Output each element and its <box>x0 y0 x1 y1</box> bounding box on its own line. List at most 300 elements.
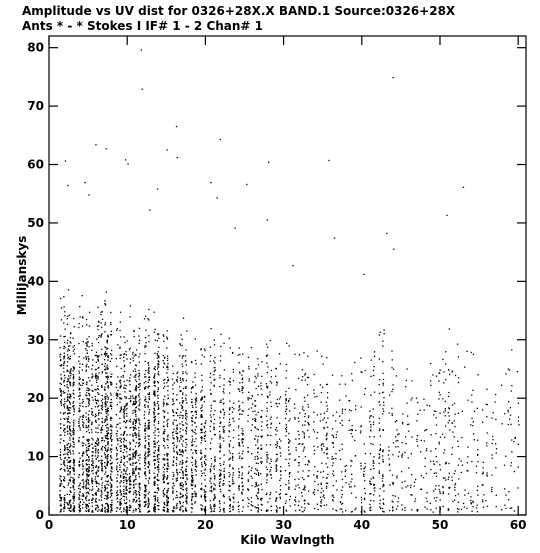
data-point <box>177 437 178 438</box>
data-point <box>91 350 92 351</box>
data-point <box>426 501 427 502</box>
data-point <box>101 385 102 386</box>
data-point <box>89 432 90 433</box>
data-point <box>382 361 383 362</box>
data-point <box>144 418 145 419</box>
data-point <box>179 509 180 510</box>
data-point <box>139 409 140 410</box>
data-point <box>121 472 122 473</box>
data-point <box>383 511 384 512</box>
data-point <box>97 505 98 506</box>
data-point <box>420 451 421 452</box>
data-point <box>307 404 308 405</box>
data-point <box>239 445 240 446</box>
data-point <box>105 406 106 407</box>
data-point <box>252 395 253 396</box>
data-point <box>361 502 362 503</box>
data-point <box>63 306 64 307</box>
data-point <box>82 465 83 466</box>
data-point <box>183 400 184 401</box>
data-point <box>173 429 174 430</box>
data-point <box>327 392 328 393</box>
data-point <box>107 444 108 445</box>
data-point <box>163 445 164 446</box>
y-tick-label: 40 <box>27 274 44 289</box>
data-point <box>256 470 257 471</box>
data-point <box>123 511 124 512</box>
data-point <box>382 373 383 374</box>
data-point <box>96 459 97 460</box>
data-point <box>166 337 167 338</box>
data-point <box>166 499 167 500</box>
data-point <box>123 473 124 474</box>
data-point <box>238 509 239 510</box>
data-point <box>371 360 372 361</box>
x-tick-label: 0 <box>44 518 54 532</box>
data-point <box>120 503 121 504</box>
data-point <box>111 463 112 464</box>
data-point <box>182 379 183 380</box>
data-point <box>181 454 182 455</box>
data-point <box>269 471 270 472</box>
data-point <box>107 454 108 455</box>
data-point <box>187 457 188 458</box>
data-point <box>486 442 487 443</box>
data-point <box>280 471 281 472</box>
data-point <box>119 482 120 483</box>
data-point <box>145 488 146 489</box>
data-point <box>163 507 164 508</box>
data-point <box>388 446 389 447</box>
data-point <box>91 465 92 466</box>
data-point <box>370 481 371 482</box>
data-point <box>247 421 248 422</box>
data-point <box>111 500 112 501</box>
data-point <box>223 461 224 462</box>
data-point <box>105 351 106 352</box>
data-point <box>87 353 88 354</box>
data-point <box>157 497 158 498</box>
data-point <box>176 431 177 432</box>
data-point <box>111 439 112 440</box>
data-point <box>339 400 340 401</box>
data-point <box>220 422 221 423</box>
data-point <box>313 446 314 447</box>
data-point <box>63 464 64 465</box>
data-point <box>305 464 306 465</box>
data-point <box>286 424 287 425</box>
data-point <box>95 373 96 374</box>
data-point <box>166 382 167 383</box>
data-point <box>270 492 271 493</box>
data-point <box>80 510 81 511</box>
data-point <box>117 497 118 498</box>
data-point <box>254 406 255 407</box>
data-point <box>145 486 146 487</box>
data-point <box>129 473 130 474</box>
data-point <box>238 362 239 363</box>
data-point <box>185 510 186 511</box>
data-point <box>454 403 455 404</box>
data-point <box>69 377 70 378</box>
data-point <box>125 471 126 472</box>
data-point <box>176 505 177 506</box>
data-point <box>105 418 106 419</box>
data-point <box>123 444 124 445</box>
data-point <box>79 403 80 404</box>
data-point <box>92 452 93 453</box>
data-point <box>82 419 83 420</box>
data-point <box>60 391 61 392</box>
data-point <box>320 505 321 506</box>
data-point <box>82 442 83 443</box>
data-point <box>230 381 231 382</box>
data-point <box>97 450 98 451</box>
data-point <box>340 501 341 502</box>
data-point <box>321 445 322 446</box>
data-point <box>445 410 446 411</box>
data-point <box>79 408 80 409</box>
data-point <box>158 449 159 450</box>
data-point <box>139 511 140 512</box>
data-point <box>111 486 112 487</box>
data-point <box>220 509 221 510</box>
data-point <box>181 415 182 416</box>
data-point <box>266 383 267 384</box>
data-point <box>276 469 277 470</box>
data-point <box>323 494 324 495</box>
data-point <box>116 358 117 359</box>
data-point <box>179 440 180 441</box>
data-point <box>105 347 106 348</box>
data-point <box>286 501 287 502</box>
data-point <box>132 456 133 457</box>
data-point <box>214 370 215 371</box>
data-point <box>176 399 177 400</box>
data-point <box>100 314 101 315</box>
data-point <box>195 385 196 386</box>
data-point <box>64 458 65 459</box>
data-point <box>220 355 221 356</box>
data-point <box>262 489 263 490</box>
data-point <box>336 434 337 435</box>
data-point <box>163 360 164 361</box>
data-point <box>130 488 131 489</box>
data-point <box>220 470 221 471</box>
data-point <box>86 395 87 396</box>
data-point <box>167 369 168 370</box>
data-point <box>302 409 303 410</box>
data-point <box>79 306 80 307</box>
data-point <box>97 428 98 429</box>
data-point <box>279 446 280 447</box>
data-point <box>467 456 468 457</box>
data-point <box>108 511 109 512</box>
data-point <box>321 463 322 464</box>
data-point <box>108 497 109 498</box>
data-point <box>326 402 327 403</box>
data-point <box>67 453 68 454</box>
data-point <box>155 427 156 428</box>
data-point <box>164 476 165 477</box>
data-point <box>256 463 257 464</box>
data-point <box>214 371 215 372</box>
data-point <box>425 506 426 507</box>
data-point <box>194 502 195 503</box>
data-point <box>455 495 456 496</box>
data-point <box>125 479 126 480</box>
data-point <box>402 488 403 489</box>
data-point <box>107 369 108 370</box>
data-point <box>92 499 93 500</box>
data-point <box>389 395 390 396</box>
data-point <box>139 393 140 394</box>
data-point <box>195 450 196 451</box>
data-point <box>401 455 402 456</box>
data-point <box>369 483 370 484</box>
data-point <box>348 484 349 485</box>
data-point <box>64 435 65 436</box>
data-point <box>73 420 74 421</box>
data-point <box>276 471 277 472</box>
data-point <box>145 504 146 505</box>
data-point <box>64 392 65 393</box>
data-point <box>361 497 362 498</box>
data-point <box>266 408 267 409</box>
data-point <box>229 481 230 482</box>
data-point <box>95 446 96 447</box>
data-point <box>223 343 224 344</box>
data-point <box>121 459 122 460</box>
data-point <box>257 463 258 464</box>
data-point <box>266 355 267 356</box>
data-point <box>102 487 103 488</box>
data-point <box>130 481 131 482</box>
data-point <box>154 438 155 439</box>
data-point <box>173 510 174 511</box>
data-point <box>148 500 149 501</box>
data-point <box>120 312 121 313</box>
data-point <box>110 463 111 464</box>
data-point <box>177 157 178 158</box>
data-point <box>158 405 159 406</box>
data-point <box>430 509 431 510</box>
data-point <box>167 338 168 339</box>
data-point <box>80 416 81 417</box>
data-point <box>123 411 124 412</box>
data-point <box>439 464 440 465</box>
data-point <box>511 451 512 452</box>
data-point <box>350 429 351 430</box>
data-point <box>59 478 60 479</box>
data-point <box>79 363 80 364</box>
data-point <box>107 464 108 465</box>
data-point <box>471 418 472 419</box>
data-point <box>138 427 139 428</box>
data-point <box>83 401 84 402</box>
data-point <box>201 410 202 411</box>
data-point <box>98 389 99 390</box>
data-point <box>323 446 324 447</box>
data-point <box>267 420 268 421</box>
data-point <box>60 435 61 436</box>
x-tick-label: 60 <box>509 518 527 532</box>
data-point <box>98 355 99 356</box>
data-point <box>379 358 380 359</box>
data-point <box>149 478 150 479</box>
data-point <box>258 498 259 499</box>
data-point <box>129 434 130 435</box>
data-point <box>96 483 97 484</box>
data-point <box>135 469 136 470</box>
data-point <box>426 450 427 451</box>
data-point <box>69 412 70 413</box>
data-point <box>223 384 224 385</box>
data-point <box>110 482 111 483</box>
data-point <box>173 403 174 404</box>
data-point <box>148 367 149 368</box>
data-point <box>101 510 102 511</box>
data-point <box>229 414 230 415</box>
data-point <box>144 460 145 461</box>
data-point <box>82 295 83 296</box>
data-point <box>101 408 102 409</box>
data-point <box>452 447 453 448</box>
data-point <box>204 427 205 428</box>
data-point <box>373 468 374 469</box>
data-point <box>204 426 205 427</box>
data-point <box>145 376 146 377</box>
data-point <box>302 376 303 377</box>
data-point <box>139 494 140 495</box>
data-point <box>518 403 519 404</box>
data-point <box>95 377 96 378</box>
data-point <box>182 449 183 450</box>
data-point <box>67 365 68 366</box>
data-point <box>360 432 361 433</box>
data-point <box>134 376 135 377</box>
data-point <box>280 498 281 499</box>
data-point <box>68 484 69 485</box>
data-point <box>110 491 111 492</box>
data-point <box>180 378 181 379</box>
data-point <box>383 449 384 450</box>
data-point <box>308 424 309 425</box>
data-point <box>133 473 134 474</box>
data-point <box>472 506 473 507</box>
data-point <box>173 437 174 438</box>
data-point <box>91 438 92 439</box>
data-point <box>452 480 453 481</box>
data-point <box>298 505 299 506</box>
data-point <box>285 494 286 495</box>
data-point <box>202 397 203 398</box>
data-point <box>108 506 109 507</box>
data-point <box>68 416 69 417</box>
data-point <box>96 362 97 363</box>
data-point <box>83 487 84 488</box>
data-point <box>201 475 202 476</box>
data-point <box>180 488 181 489</box>
data-point <box>148 463 149 464</box>
data-point <box>373 465 374 466</box>
data-point <box>323 443 324 444</box>
data-point <box>101 496 102 497</box>
data-point <box>228 425 229 426</box>
data-point <box>454 487 455 488</box>
data-point <box>307 430 308 431</box>
data-point <box>374 392 375 393</box>
data-point <box>132 468 133 469</box>
data-point <box>251 497 252 498</box>
data-point <box>86 413 87 414</box>
data-point <box>147 387 148 388</box>
data-point <box>379 495 380 496</box>
data-point <box>88 405 89 406</box>
data-point <box>214 344 215 345</box>
data-point <box>369 421 370 422</box>
data-point <box>173 401 174 402</box>
data-point <box>67 394 68 395</box>
data-point <box>95 467 96 468</box>
data-point <box>123 375 124 376</box>
data-point <box>166 453 167 454</box>
data-point <box>145 396 146 397</box>
data-point <box>124 447 125 448</box>
data-point <box>164 363 165 364</box>
data-point <box>242 493 243 494</box>
data-point <box>139 469 140 470</box>
data-point <box>483 507 484 508</box>
data-point <box>286 427 287 428</box>
data-point <box>317 471 318 472</box>
data-point <box>204 491 205 492</box>
data-point <box>219 375 220 376</box>
data-point <box>134 369 135 370</box>
data-point <box>379 334 380 335</box>
data-point <box>111 451 112 452</box>
data-point <box>230 347 231 348</box>
data-point <box>96 375 97 376</box>
data-point <box>145 370 146 371</box>
data-point <box>74 489 75 490</box>
data-point <box>158 361 159 362</box>
data-point <box>92 365 93 366</box>
data-point <box>467 462 468 463</box>
data-point <box>416 420 417 421</box>
data-point <box>107 492 108 493</box>
data-point <box>219 426 220 427</box>
data-point <box>108 397 109 398</box>
data-point <box>124 385 125 386</box>
data-point <box>104 498 105 499</box>
data-point <box>321 488 322 489</box>
data-point <box>267 386 268 387</box>
data-point <box>86 476 87 477</box>
data-point <box>145 485 146 486</box>
data-point <box>83 443 84 444</box>
data-point <box>187 497 188 498</box>
data-point <box>67 473 68 474</box>
data-point <box>304 487 305 488</box>
data-point <box>83 380 84 381</box>
data-point <box>210 500 211 501</box>
data-point <box>70 480 71 481</box>
data-point <box>144 347 145 348</box>
data-point <box>167 423 168 424</box>
data-point <box>327 448 328 449</box>
data-point <box>67 459 68 460</box>
